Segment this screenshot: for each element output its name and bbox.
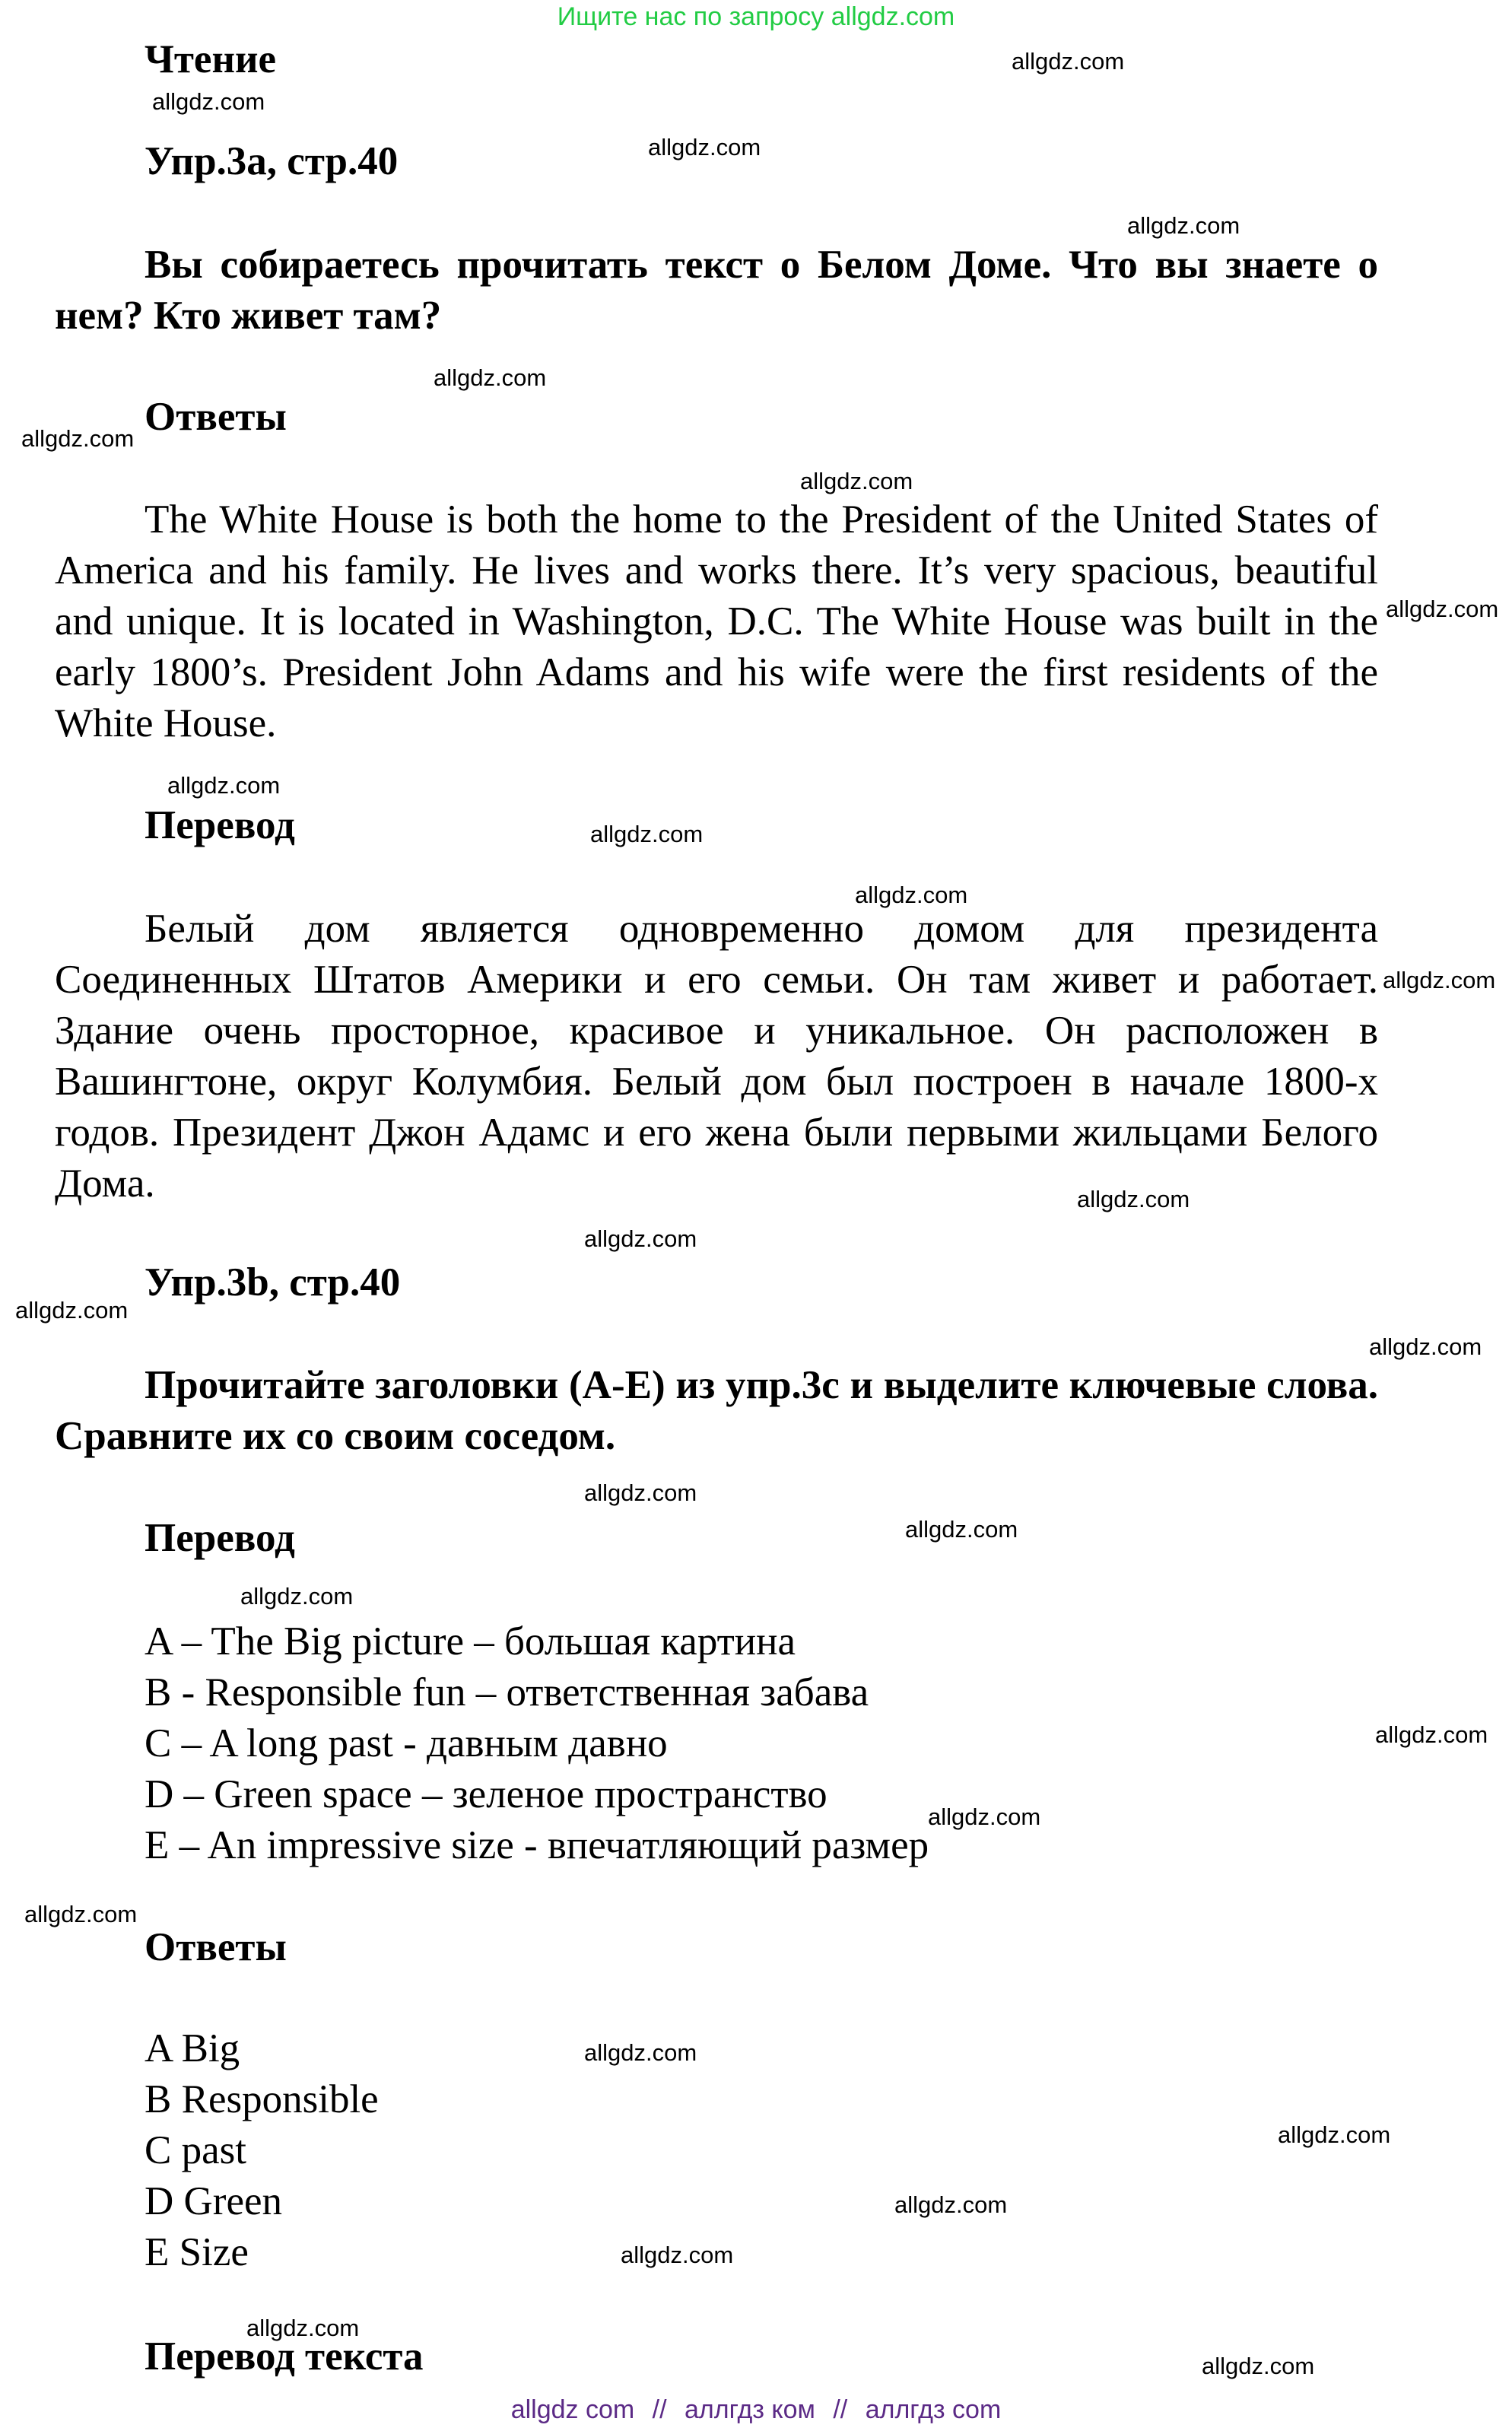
answer-item: B Responsible	[145, 2077, 379, 2121]
headline-item: A – The Big picture – большая картина	[145, 1619, 796, 1664]
watermark: allgdz.com	[1369, 1333, 1482, 1360]
watermark: allgdz.com	[246, 2315, 360, 2341]
watermark: allgdz.com	[894, 2191, 1008, 2218]
watermark: allgdz.com	[24, 1901, 138, 1927]
watermark: allgdz.com	[584, 1225, 697, 1252]
section-heading-reading: Чтение	[145, 37, 277, 81]
answers-list	[145, 2023, 379, 2278]
exercise-3a-translation-heading: Перевод	[145, 803, 295, 847]
exercise-3b-translation-heading: Перевод	[145, 1516, 295, 1560]
exercise-3a-translation-text: Белый дом является одновременно домом для президента Соединенных Штатов Америки и его семьи. Он там живет и работает. Здание очень просторное, красивое и уникальное. Он расположен в Вашингтоне, округ Колумбия. Белый дом был построен в начале 1800-х годов. Президент Джон Адамс и его жена были первыми жильцами Белого Дома.	[55, 907, 1378, 1206]
exercise-3a-heading: Упр.3a, стр.40	[145, 139, 399, 183]
answer-item: E Size	[145, 2230, 249, 2274]
watermark: allgdz.com	[434, 364, 547, 391]
headline-item: D – Green space – зеленое пространство	[145, 1772, 827, 1816]
answer-item: D Green	[145, 2179, 282, 2223]
watermark: allgdz.com	[905, 1516, 1018, 1543]
watermark: allgdz.com	[167, 772, 281, 799]
footer-separator: //	[652, 2395, 667, 2424]
exercise-3a-answers-heading: Ответы	[145, 395, 287, 439]
headline-item: E – An impressive size - впечатляющий размер	[145, 1823, 929, 1867]
watermark: allgdz.com	[928, 1803, 1041, 1830]
watermark: allgdz.com	[1375, 1721, 1488, 1748]
watermark: allgdz.com	[584, 2039, 697, 2066]
exercise-3b-answers-heading: Ответы	[145, 1925, 287, 1969]
footer-link-allgdz[interactable]: allgdz com	[510, 2395, 635, 2424]
exercise-3a-task: Вы собираетесь прочитать текст о Белом Доме. Что вы знаете о нем? Кто живет там?	[55, 243, 1378, 338]
headline-item: C – A long past - давным давно	[145, 1721, 668, 1765]
watermark: allgdz.com	[800, 468, 913, 494]
watermark: allgdz.com	[1077, 1186, 1190, 1212]
top-banner[interactable]: Ищите нас по запросу allgdz.com	[557, 2, 955, 31]
answer-item: C past	[145, 2128, 246, 2172]
headlines-list	[145, 1616, 929, 1871]
watermark: allgdz.com	[15, 1297, 129, 1324]
watermark: allgdz.com	[855, 882, 968, 908]
watermark: allgdz.com	[1386, 596, 1499, 622]
watermark: allgdz.com	[584, 1479, 697, 1506]
watermark: allgdz.com	[21, 425, 135, 452]
text-translation-heading: Перевод текста	[145, 2334, 424, 2379]
footer-separator: //	[833, 2395, 848, 2424]
watermark: allgdz.com	[1012, 48, 1125, 75]
watermark: allgdz.com	[621, 2242, 734, 2268]
headline-item: B - Responsible fun – ответственная забава	[145, 1670, 869, 1714]
watermark: allgdz.com	[240, 1583, 354, 1610]
watermark: allgdz.com	[1278, 2121, 1391, 2148]
watermark: allgdz.com	[1383, 967, 1496, 993]
watermark: allgdz.com	[648, 134, 761, 160]
exercise-3b-task: Прочитайте заголовки (A-E) из упр.3c и выделите ключевые слова. Сравните их со своим соседом.	[55, 1363, 1378, 1458]
answer-item: A Big	[145, 2026, 240, 2070]
footer-link-allgdz-kom[interactable]: аллгдз ком	[685, 2395, 815, 2424]
footer-link-allgdz-com[interactable]: аллгдз com	[865, 2395, 1002, 2424]
footer-links	[0, 2393, 1512, 2426]
watermark: allgdz.com	[590, 821, 704, 847]
exercise-3a-answer-text: The White House is both the home to the President of the United States of America and his family. He lives and works there. It’s very spacious, beautiful and unique. It is located in Washington, D.C. The White House was built in the early 1800’s. President John Adams and his wife were the first residents of the White House.	[55, 497, 1378, 745]
exercise-3b-heading: Упр.3b, стр.40	[145, 1260, 401, 1304]
watermark: allgdz.com	[1202, 2353, 1315, 2379]
watermark: allgdz.com	[152, 88, 265, 115]
watermark: allgdz.com	[1127, 212, 1240, 239]
